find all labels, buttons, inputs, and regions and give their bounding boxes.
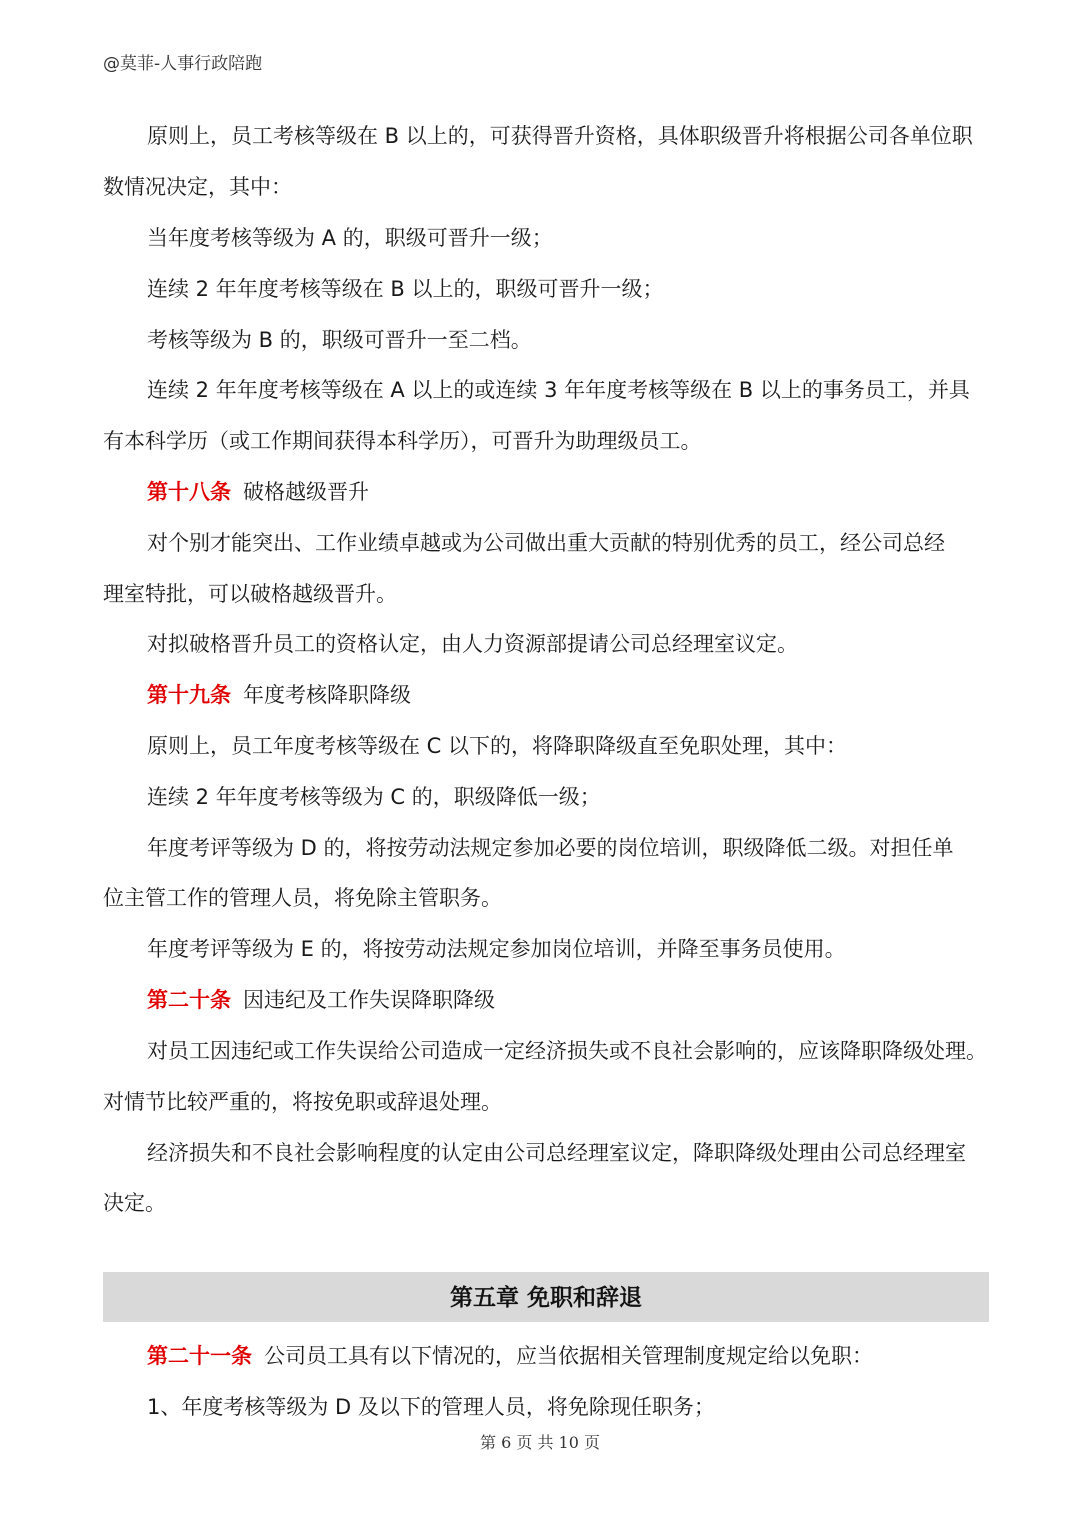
article-title: 破格越级晋升 [243,480,369,504]
paragraph-line: 原则上，员工考核等级在 B 以上的，可获得晋升资格，具体职级晋升将根据公司各单位职 [147,124,973,148]
article-heading-19 [147,680,411,710]
list-item: 1、年度考核等级为 D 及以下的管理人员，将免除现任职务； [147,1395,715,1419]
article-heading-20 [147,985,495,1015]
article-number: 第二十一条 [147,1344,252,1368]
paragraph-line: 当年度考核等级为 A 的，职级可晋升一级； [147,226,553,250]
paragraph-line: 原则上，员工年度考核等级在 C 以下的，将降职降级直至免职处理，其中： [147,734,848,758]
article-number: 第十九条 [147,683,231,707]
article-title: 因违纪及工作失误降职降级 [243,988,495,1012]
page-footer: 第 6 页 共 10 页 [480,1433,600,1452]
paragraph-line: 连续 2 年年度考核等级为 C 的，职级降低一级； [147,785,601,809]
paragraph-line: 位主管工作的管理人员，将免除主管职务。 [103,886,502,910]
paragraph-line: 对情节比较严重的，将按免职或辞退处理。 [103,1090,502,1114]
article-title: 年度考核降职降级 [243,683,411,707]
paragraph-line: 考核等级为 B 的，职级可晋升一至二档。 [147,328,532,352]
article-heading-18 [147,477,369,507]
paragraph-line: 对个别才能突出、工作业绩卓越或为公司做出重大贡献的特别优秀的员工，经公司总经 [147,531,945,555]
paragraph-line: 对员工因违纪或工作失误给公司造成一定经济损失或不良社会影响的，应该降职降级处理。 [147,1039,987,1063]
article-text: 公司员工具有以下情况的，应当依据相关管理制度规定给以免职： [264,1344,873,1368]
paragraph-line: 连续 2 年年度考核等级在 A 以上的或连续 3 年年度考核等级在 B 以上的事务员工，并具 [147,378,970,402]
paragraph-line: 理室特批，可以破格越级晋升。 [103,582,397,606]
chapter-title: 第五章 免职和辞退 [449,1285,642,1311]
paragraph-line: 连续 2 年年度考核等级在 B 以上的，职级可晋升一级； [147,277,664,301]
article-number: 第十八条 [147,480,231,504]
paragraph-line: 年度考评等级为 E 的，将按劳动法规定参加岗位培训，并降至事务员使用。 [147,937,846,961]
paragraph-line: 对拟破格晋升员工的资格认定，由人力资源部提请公司总经理室议定。 [147,632,798,656]
watermark-text: @莫菲-人事行政陪跑 [103,54,263,74]
paragraph-line: 年度考评等级为 D 的，将按劳动法规定参加必要的岗位培训，职级降低二级。对担任单 [147,836,954,860]
paragraph-line: 经济损失和不良社会影响程度的认定由公司总经理室议定，降职降级处理由公司总经理室 [147,1141,966,1165]
paragraph-line: 决定。 [103,1191,166,1215]
paragraph-line: 数情况决定，其中： [103,175,292,199]
paragraph-line: 有本科学历（或工作期间获得本科学历），可晋升为助理级员工。 [103,429,702,453]
article-heading-21 [147,1341,873,1371]
chapter-heading-bar [103,1272,989,1322]
article-number: 第二十条 [147,988,231,1012]
